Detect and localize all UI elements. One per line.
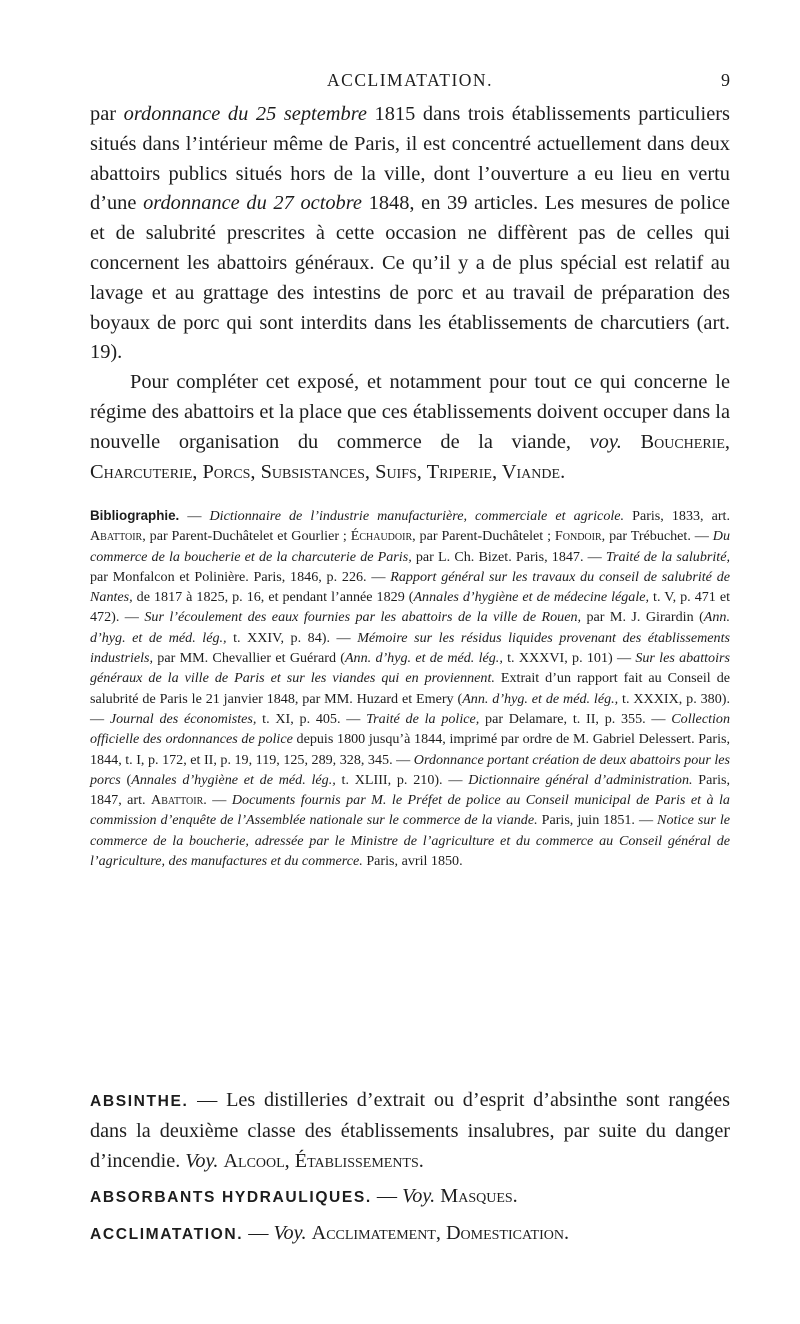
italic-run: Collection officielle des ordonnances de police	[90, 710, 730, 748]
text-run: depuis 1800 jusqu’à 1844, imprimé par ordre de M. Gabriel Delessert. Paris, 1844, t. I, p. 172, et II, p. 19, 119, 125, 289, 328, 345. —	[90, 731, 730, 768]
cross-references: Alcool, Établissements.	[223, 1149, 424, 1172]
text-run	[622, 431, 641, 453]
bibliography-heading: Bibliographie.	[90, 508, 180, 523]
voy-reference: voy.	[589, 430, 622, 453]
italic-run: Traité de la police,	[366, 710, 480, 727]
italic-run: Rapport général sur les travaux du conseil de salubrité de Nantes,	[90, 568, 731, 606]
text-run: , par Parent-Duchâtelet et Gourlier ;	[142, 528, 351, 545]
text-run: Pour compléter cet exposé, et notamment pour tout ce qui concerne le régime des abattoirs et la place que ces établissements doivent occuper dans la nouvelle organisation du commerce de la viande,	[90, 371, 730, 453]
text-run: (	[120, 771, 132, 788]
voy-reference: Voy.	[402, 1185, 436, 1208]
text-run: Paris, 1833, art.	[624, 508, 730, 524]
text-run: t. XXIV, p. 84). —	[226, 629, 358, 646]
italic-run: ordonnance du 27 octobre	[143, 192, 362, 215]
italic-run: Sur les abattoirs généraux de la ville de Paris et sur les viandes qui en proviennent.	[90, 650, 730, 687]
italic-run: Notice sur le commerce de la boucherie, adressée par le Ministre de l’agriculture et du commerce au Conseil général de l’agriculture, des manufactures et du commerce.	[90, 812, 731, 870]
text-run: par MM. Chevallier et Guérard (	[153, 650, 345, 667]
smallcaps-run: Abattoir	[151, 792, 204, 809]
cross-references: Boucherie, Charcuterie, Porcs, Subsistances, Suifs, Triperie, Viande.	[90, 430, 730, 483]
text-run: Paris, juin 1851. —	[537, 812, 658, 829]
text-run: t. XXXIX, p. 380). —	[90, 690, 730, 727]
italic-run: Dictionnaire de l’industrie manufacturière, commerciale et agricole.	[209, 508, 625, 524]
entry-heading: ABSORBANTS HYDRAULIQUES.	[90, 1189, 372, 1207]
voy-reference: Voy.	[273, 1222, 307, 1245]
italic-run: Ann. d’hyg. et de méd. lég.,	[462, 690, 619, 707]
text-run: Paris, avril 1850.	[362, 853, 463, 870]
dictionary-entries	[90, 1086, 730, 1250]
italic-run: Dictionnaire général d’administration.	[468, 771, 693, 788]
text-run: Extrait d’un rapport fait au Conseil de salubrité de Paris le 21 janvier 1848, par MM. Huzard et Emery (	[90, 670, 730, 707]
italic-run: Ann. d’hyg. et de méd. lég.,	[90, 609, 730, 646]
italic-run: Journal des économistes,	[109, 710, 257, 727]
entry-acclimatation	[90, 1219, 730, 1250]
italic-run: Traité de la salubrité,	[605, 548, 730, 565]
paragraph-abattoirs-porcs	[90, 100, 730, 368]
text-run: . —	[203, 792, 232, 809]
italic-run: Ann. d’hyg. et de méd. lég.,	[344, 650, 503, 667]
text-run: t. XXXVI, p. 101) —	[502, 650, 636, 667]
text-run: Paris, 1847, art.	[90, 771, 731, 809]
running-title: ACCLIMATATION.	[327, 70, 493, 90]
paragraph-voy-boucherie	[90, 368, 730, 487]
cross-references: Masques.	[440, 1185, 518, 1208]
entry-heading: ABSINTHE.	[90, 1093, 189, 1110]
text-run: par	[90, 103, 124, 125]
text-run: 1815 dans trois établissements particuliers situés dans l’intérieur même de Paris, il est concentré actuellement dans deux abattoirs publics situés hors de la ville, dont l’ouverture a eu lieu en vertu d’une	[90, 103, 730, 215]
text-run: 1848, en 39 articles. Les mesures de police et de salubrité prescrites à cette occasion ne diffèrent pas de celles qui concernent les abattoirs généraux. Ce qu’il y a de plus spécial est relatif au lavage et au grattage des intestins de porc et au travail de préparation des boyaux de porc qui sont interdits dans les établissements de charcutiers (art. 19).	[90, 192, 730, 364]
page-header	[90, 70, 730, 96]
italic-run: Du commerce de la boucherie et de la charcuterie de Paris,	[90, 528, 730, 565]
entry-absinthe	[90, 1086, 730, 1176]
entry-heading: ACCLIMATATION.	[90, 1226, 244, 1244]
main-text	[90, 100, 730, 487]
italic-run: Sur l’écoulement des eaux fournies par les abattoirs de la ville de Rouen,	[144, 609, 582, 626]
entry-text: —	[371, 1185, 403, 1208]
smallcaps-run: Fondoir	[554, 528, 602, 545]
text-run: t. V, p. 471 et 472). —	[90, 589, 730, 626]
text-run: de 1817 à 1825, p. 16, et pendant l’année 1829 (	[132, 589, 414, 606]
text-run: par Monfalcon et Polinière. Paris, 1846, p. 226. —	[90, 568, 391, 585]
page-number: 9	[721, 70, 730, 90]
text-run: , par Parent-Duchâtelet ;	[412, 528, 555, 545]
text-run: par Delamare, t. II, p. 355. —	[479, 710, 672, 727]
cross-references: Acclimatement, Domestication.	[311, 1222, 570, 1245]
italic-run: Mémoire sur les résidus liquides provenant des établissements industriels,	[90, 629, 730, 667]
italic-run: Documents fournis par M. le Préfet de police au Conseil municipal de Paris et à la commission d’enquête de l’Assemblée nationale sur le commerce de la viande.	[90, 792, 730, 829]
italic-run: Annales d’hygiène et de médecine légale,	[413, 589, 650, 606]
entry-text: — Les distilleries d’extrait ou d’esprit d’absinthe sont rangées dans la deuxième classe des établissements insalubres, par suite du danger d’incendie.	[90, 1089, 730, 1172]
entry-text: —	[243, 1222, 274, 1245]
smallcaps-run: Abattoir	[90, 528, 143, 545]
text-run: par L. Ch. Bizet. Paris, 1847. —	[411, 548, 606, 565]
italic-run: ordonnance du 25 septembre	[123, 103, 367, 125]
entry-absorbants-hydrauliques	[90, 1182, 730, 1213]
text-run: —	[179, 508, 210, 524]
italic-run: Annales d’hygiène et de méd. lég.,	[131, 771, 336, 788]
text-run: t. XLIII, p. 210). —	[335, 771, 469, 788]
text-run: t. XI, p. 405. —	[256, 710, 367, 727]
smallcaps-run: Échaudoir	[350, 528, 413, 545]
italic-run: Ordonnance portant création de deux abattoirs pour les porcs	[90, 751, 730, 788]
bibliography	[90, 506, 730, 871]
text-run: , par Trébuchet. —	[601, 528, 713, 545]
voy-reference: Voy.	[185, 1149, 219, 1172]
text-run: par M. J. Girardin (	[581, 609, 704, 626]
